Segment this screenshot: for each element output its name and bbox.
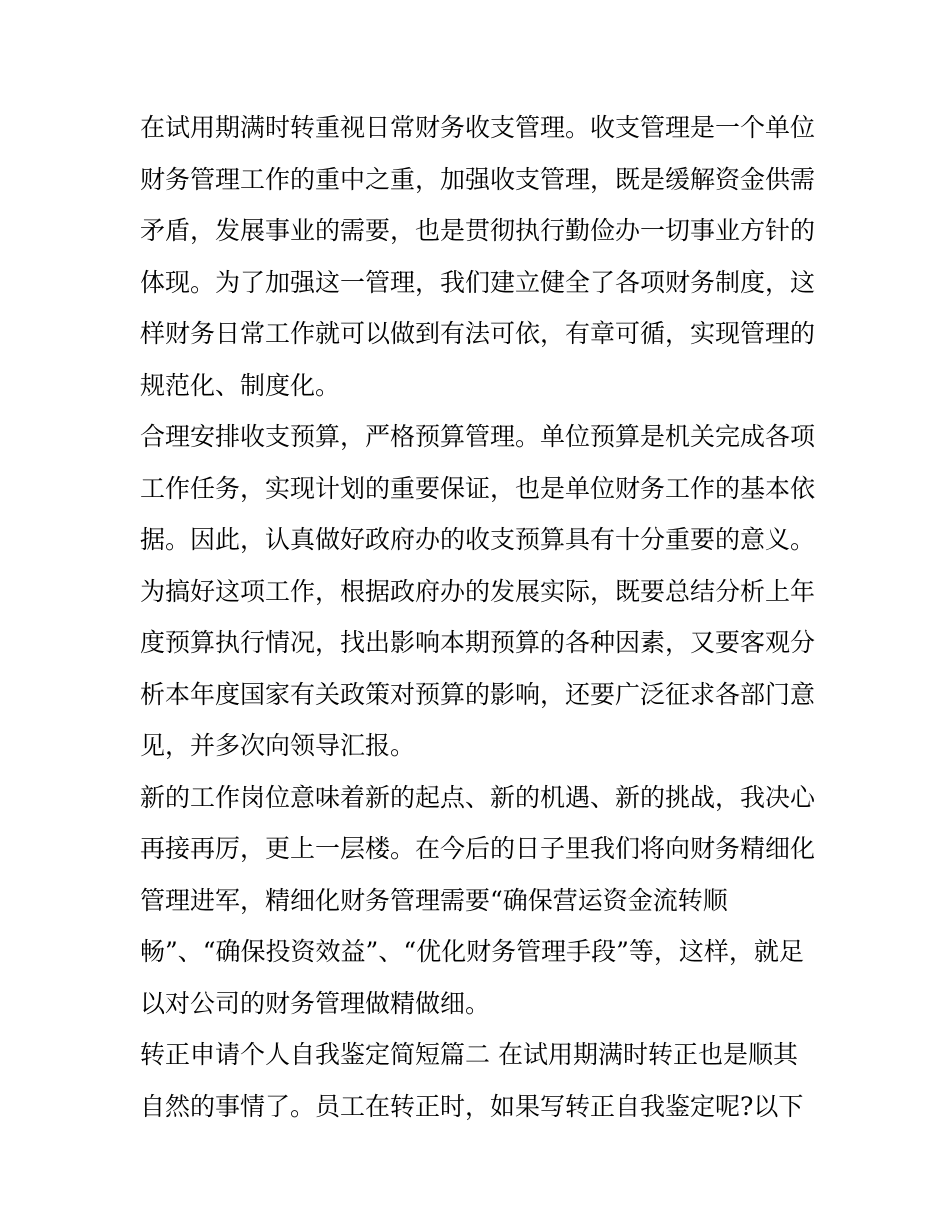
text-line: 析本年度国家有关政策对预算的影响，还要广泛征求各部门意 <box>140 680 816 709</box>
text-line: 矛盾，发展事业的需要，也是贯彻执行勤俭办一切事业方针的 <box>140 216 816 245</box>
text-line: 畅”、“确保投资效益”、“优化财务管理手段”等，这样，就足 <box>140 937 804 966</box>
text-line: 转正申请个人自我鉴定简短篇二 在试用期满时转正也是顺其 <box>140 1040 798 1069</box>
text-line: 以对公司的财务管理做精做细。 <box>140 989 491 1018</box>
text-line: 财务管理工作的重中之重，加强收支管理，既是缓解资金供需 <box>140 165 816 194</box>
text-line: 新的工作岗位意味着新的起点、新的机遇、新的挑战，我决心 <box>140 783 816 812</box>
text-line: 规范化、制度化。 <box>140 371 341 400</box>
text-line: 体现。为了加强这一管理，我们建立健全了各项财务制度，这 <box>140 268 816 297</box>
text-line: 为搞好这项工作，根据政府办的发展实际，既要总结分析上年 <box>140 577 816 606</box>
text-line: 管理进军，精细化财务管理需要“确保营运资金流转顺 <box>140 886 728 915</box>
text-line: 合理安排收支预算，严格预算管理。单位预算是机关完成各项 <box>140 422 816 451</box>
text-line: 见，并多次向领导汇报。 <box>140 731 416 760</box>
text-line: 据。因此，认真做好政府办的收支预算具有十分重要的意义。 <box>140 525 816 554</box>
text-line: 工作任务，实现计划的重要保证，也是单位财务工作的基本依 <box>140 474 816 503</box>
text-line: 再接再厉，更上一层楼。在今后的日子里我们将向财务精细化 <box>140 834 816 863</box>
text-line: 自然的事情了。员工在转正时，如果写转正自我鉴定呢?以下 <box>140 1092 804 1121</box>
text-line: 在试用期满时转重视日常财务收支管理。收支管理是一个单位 <box>140 113 816 142</box>
text-line: 样财务日常工作就可以做到有法可依，有章可循，实现管理的 <box>140 319 816 348</box>
text-line: 度预算执行情况，找出影响本期预算的各种因素，又要客观分 <box>140 628 816 657</box>
